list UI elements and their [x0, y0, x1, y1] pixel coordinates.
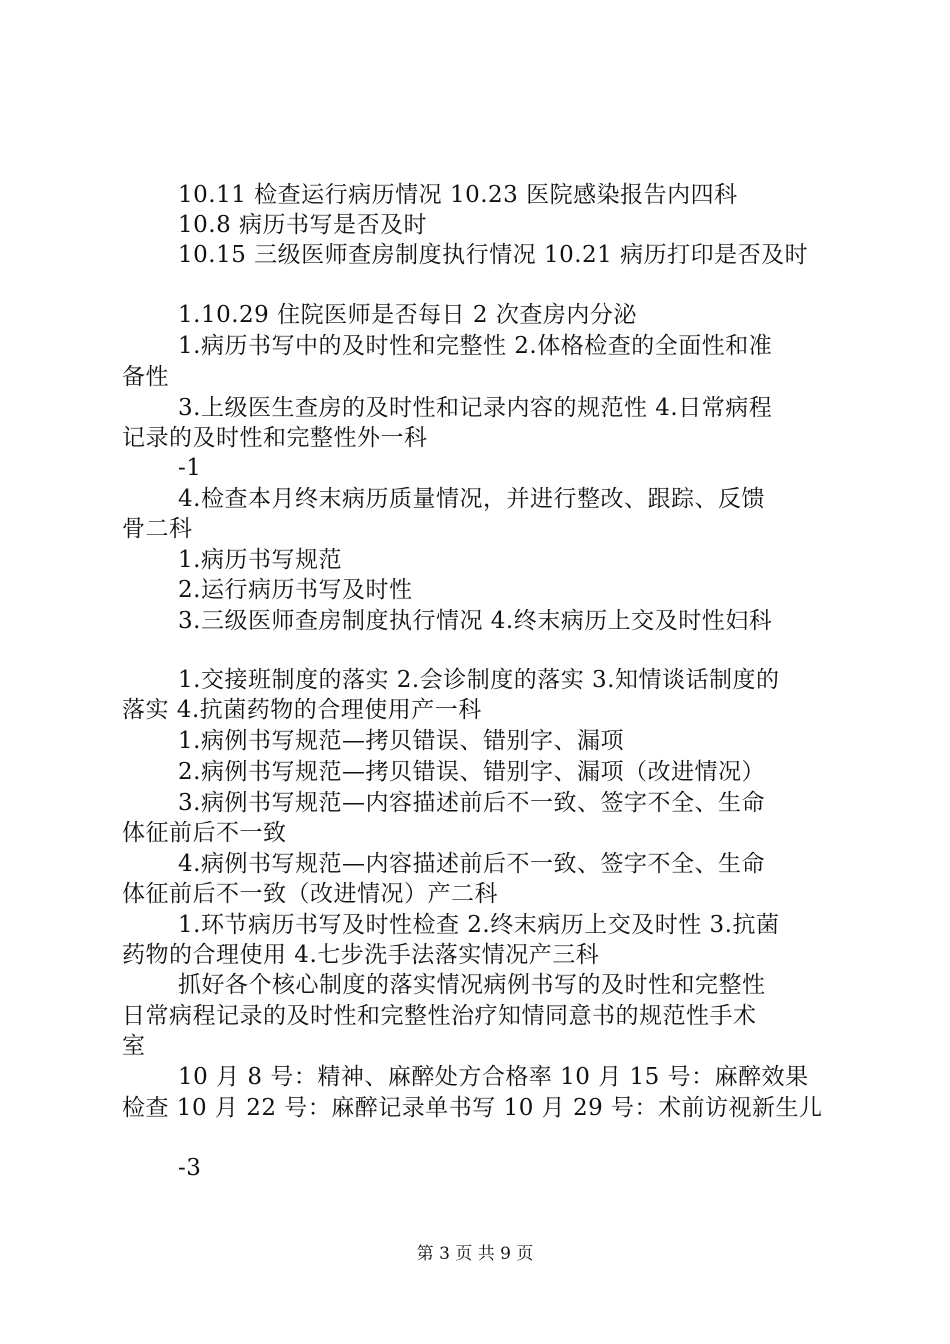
text-line: 4.检查本月终末病历质量情况，并进行整改、跟踪、反馈	[178, 486, 765, 512]
text-line: 备性	[122, 364, 169, 390]
text-line: -3	[178, 1155, 202, 1181]
text-line: 1.10.29 住院医师是否每日 2 次查房内分泌	[178, 302, 637, 328]
text-line: 1.病历书写规范	[178, 547, 342, 573]
text-line: 检查 10 月 22 号：麻醉记录单书写 10 月 29 号：术前访视新生儿	[122, 1095, 823, 1121]
text-line: 10.11 检查运行病历情况 10.23 医院感染报告内四科	[178, 182, 738, 208]
text-line: 记录的及时性和完整性外一科	[122, 425, 428, 451]
text-line: 落实 4.抗菌药物的合理使用产一科	[122, 697, 482, 723]
text-line: 抓好各个核心制度的落实情况病例书写的及时性和完整性	[178, 972, 766, 998]
text-line: 10.15 三级医师查房制度执行情况 10.21 病历打印是否及时	[178, 242, 809, 268]
text-line: 骨二科	[122, 516, 193, 542]
text-line: 3.上级医生查房的及时性和记录内容的规范性 4.日常病程	[178, 395, 773, 421]
text-line: 体征前后不一致	[122, 820, 287, 846]
text-line: 药物的合理使用 4.七步洗手法落实情况产三科	[122, 942, 600, 968]
text-line: 1.交接班制度的落实 2.会诊制度的落实 3.知情谈话制度的	[178, 667, 780, 693]
text-line: 10 月 8 号：精神、麻醉处方合格率 10 月 15 号：麻醉效果	[178, 1064, 809, 1090]
text-line: 10.8 病历书写是否及时	[178, 212, 428, 238]
text-line: 1.病历书写中的及时性和完整性 2.体格检查的全面性和准	[178, 333, 773, 359]
text-line: 1.环节病历书写及时性检查 2.终末病历上交及时性 3.抗菌	[178, 912, 780, 938]
text-line: 室	[122, 1033, 146, 1059]
text-line: 3.病例书写规范—内容描述前后不一致、签字不全、生命	[178, 790, 765, 816]
text-line: 1.病例书写规范—拷贝错误、错别字、漏项	[178, 728, 624, 754]
text-line: -1	[178, 455, 202, 481]
text-line: 日常病程记录的及时性和完整性治疗知情同意书的规范性手术	[122, 1003, 757, 1029]
text-line: 2.病例书写规范—拷贝错误、错别字、漏项（改进情况）	[178, 759, 765, 785]
text-line: 体征前后不一致（改进情况）产二科	[122, 881, 498, 907]
page-number-footer: 第 3 页 共 9 页	[416, 1244, 534, 1264]
text-line: 2.运行病历书写及时性	[178, 577, 413, 603]
text-line: 4.病例书写规范—内容描述前后不一致、签字不全、生命	[178, 851, 765, 877]
text-line: 3.三级医师查房制度执行情况 4.终末病历上交及时性妇科	[178, 608, 773, 634]
